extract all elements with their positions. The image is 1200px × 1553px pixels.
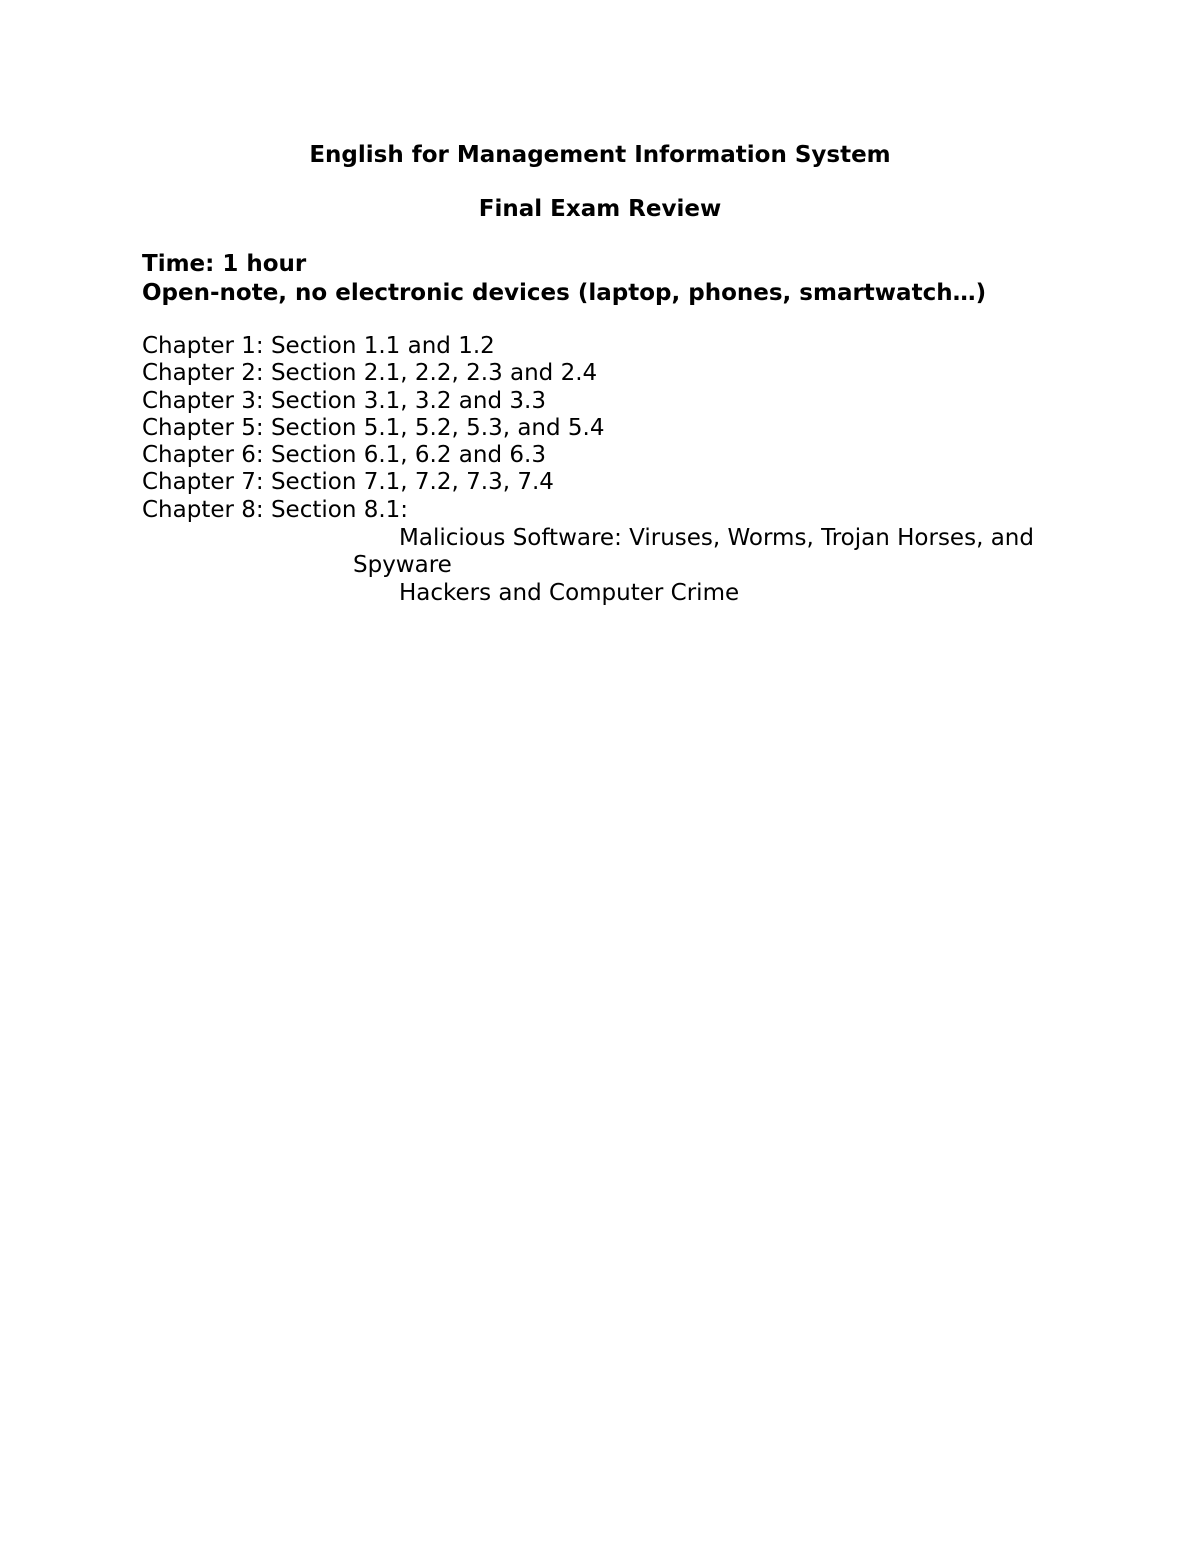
topic-malicious-software-continued: Spyware (353, 552, 452, 578)
chapter-item: Chapter 3: Section 3.1, 3.2 and 3.3 (142, 387, 546, 414)
chapter-item: Chapter 7: Section 7.1, 7.2, 7.3, 7.4 (142, 469, 554, 496)
exam-rules: Open-note, no electronic devices (laptop, phones, smartwatch…) (142, 280, 987, 306)
chapter-item: Chapter 5: Section 5.1, 5.2, 5.3, and 5.4 (142, 414, 605, 441)
chapter-item: Chapter 6: Section 6.1, 6.2 and 6.3 (142, 442, 546, 469)
chapter-item: Chapter 8: Section 8.1: (142, 496, 409, 523)
document-subtitle: Final Exam Review (478, 196, 722, 222)
document-title: English for Management Information System (309, 142, 891, 168)
chapter-item: Chapter 1: Section 1.1 and 1.2 (142, 333, 495, 359)
topic-hackers-computer-crime: Hackers and Computer Crime (399, 580, 740, 606)
chapter-list (142, 333, 604, 524)
chapter-item: Chapter 2: Section 2.1, 2.2, 2.3 and 2.4 (142, 360, 598, 387)
topic-malicious-software: Malicious Software: Viruses, Worms, Trojan Horses, and (399, 525, 1034, 551)
exam-time: Time: 1 hour (142, 251, 307, 277)
